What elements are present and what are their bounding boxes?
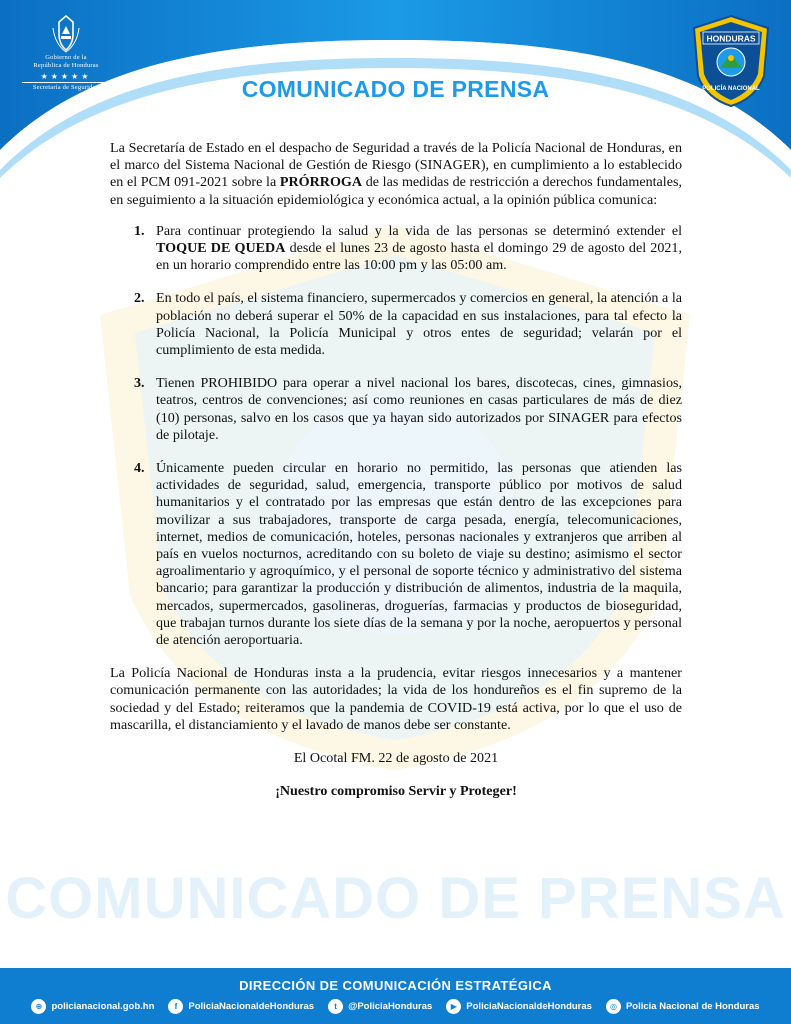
facebook-link[interactable]: f PoliciaNacionaldeHonduras: [168, 999, 314, 1014]
instagram-icon: ◎: [606, 999, 621, 1014]
list-item-number: 4.: [134, 460, 145, 477]
extension-keyword: PRÓRROGA: [279, 174, 363, 191]
slogan: ¡Nuestro compromiso Servir y Proteger!: [275, 783, 517, 800]
place-date: El Ocotal FM. 22 de agosto de 2021: [293, 750, 499, 767]
gov-logo-stars: ★★★★★: [40, 72, 92, 81]
list-item-number: 3.: [134, 375, 145, 392]
twitter-link[interactable]: t @PoliciaHonduras: [328, 999, 432, 1014]
list-item: 4. Únicamente pueden circular en horario no permitido, las personas que atienden las actividades de seguridad, salud, emergencia, transporte público por motivos de salud humanitarios y el contratado por las empresas que están dentro de las excepciones para movilizar a sus trabajadores, transporte de carga pesada, energía, telecomunicaciones, internet, medios de comunicación, hoteles, personas nacionales y extranjeros que arriben al país en vuelos nocturnos, acreditando con su boleto de viaje su destino; asimismo el sector agroalimentario y agroquímico, y el personal de soporte técnico y administrativo del sistema bancario; para garantizar la producción y distribución de alimentos, industria de la maquila, mercados, supermercados, gasolineras, droguerías, farmacias y productos de bioseguridad, que trabajan turnos durante los siete días de la semana y por la noche, aeropuertos y personal de atención aeroportuaria.: [134, 460, 682, 649]
list-item: 1. Para continuar protegiendo la salud y la vida de las personas se determinó extender el TOQUE DE QUEDA desde el lunes 23 de agosto hasta el domingo 29 de agosto del 2021, en un horario comprendido entre las 10:00 pm y las 05:00 am.: [134, 222, 682, 274]
badge-bottom-text: POLICÍA NACIONAL: [702, 86, 760, 92]
youtube-icon: ▶: [446, 999, 461, 1014]
badge-top-text: HONDURAS: [706, 33, 756, 44]
curfew-keyword: TOQUE DE QUEDA: [156, 240, 286, 257]
twitter-icon: t: [328, 999, 343, 1014]
list-item-number: 2.: [134, 290, 145, 307]
web-icon: ⊕: [31, 999, 46, 1014]
list-item: 3. Tienen PROHIBIDO para operar a nivel nacional los bares, discotecas, cines, gimnasios, teatros, centros de convenciones; así como reuniones en casas particulares de más de diez (10) personas, salvo en los casos que ya hayan sido autorizados por SINAGER para efectos de pilotaje.: [134, 375, 682, 443]
instagram-link[interactable]: ◎ Policia Nacional de Honduras: [606, 999, 760, 1014]
gov-logo-line-2: República de Honduras: [33, 62, 99, 69]
footer: [0, 968, 791, 1024]
list-item-number: 1.: [134, 222, 145, 239]
facebook-icon: f: [168, 999, 183, 1014]
intro-paragraph: La Secretaría de Estado en el despacho de Seguridad a través de la Policía Nacional de Honduras, en el marco del Sistema Nacional de Gestión de Riesgo (SINAGER), en cumplimiento a lo establecido en el PCM 091-2021 sobre la PRÓRROGA de las medidas de restricción a derechos fundamentales, en seguimiento a la situación epidemiológica y económica actual, a la opinión pública comunica:: [110, 140, 682, 208]
coat-of-arms-icon: [49, 14, 83, 54]
footer-title: DIRECCIÓN DE COMUNICACIÓN ESTRATÉGICA: [239, 978, 552, 993]
measures-list: [110, 223, 682, 649]
website-link[interactable]: ⊕ policianacional.gob.hn: [31, 999, 154, 1014]
social-links: [0, 999, 791, 1014]
press-release-title: COMUNICADO DE PRENSA: [241, 76, 550, 102]
gov-logo-line-3: Secretaría de Seguridad: [32, 84, 100, 91]
gov-logo-line-1: Gobierno de la: [45, 54, 87, 61]
youtube-link[interactable]: ▶ PoliciaNacionaldeHonduras: [446, 999, 592, 1014]
list-item: 2. En todo el país, el sistema financiero, supermercados y comercios en general, la atención a la población no deberá superar el 50% de la capacidad en sus instalaciones, para tal efecto la Policía Nacional, la Policía Municipal y otros entes de seguridad; velarán por el cumplimiento de esta medida.: [134, 290, 682, 359]
press-release-body: [110, 140, 682, 801]
closing-paragraph: La Policía Nacional de Honduras insta a la prudencia, evitar riesgos innecesarios y a mantener comunicación permanente con las autoridades; la vida de los hondureños es el fin supremo de la sociedad y del Estado; reiteramos que la pandemia de COVID-19 está activa, por lo que el uso de mascarilla, el distanciamiento y el lavado de manos debe ser constante.: [110, 665, 682, 733]
title-watermark: COMUNICADO DE PRENSA: [5, 866, 786, 931]
